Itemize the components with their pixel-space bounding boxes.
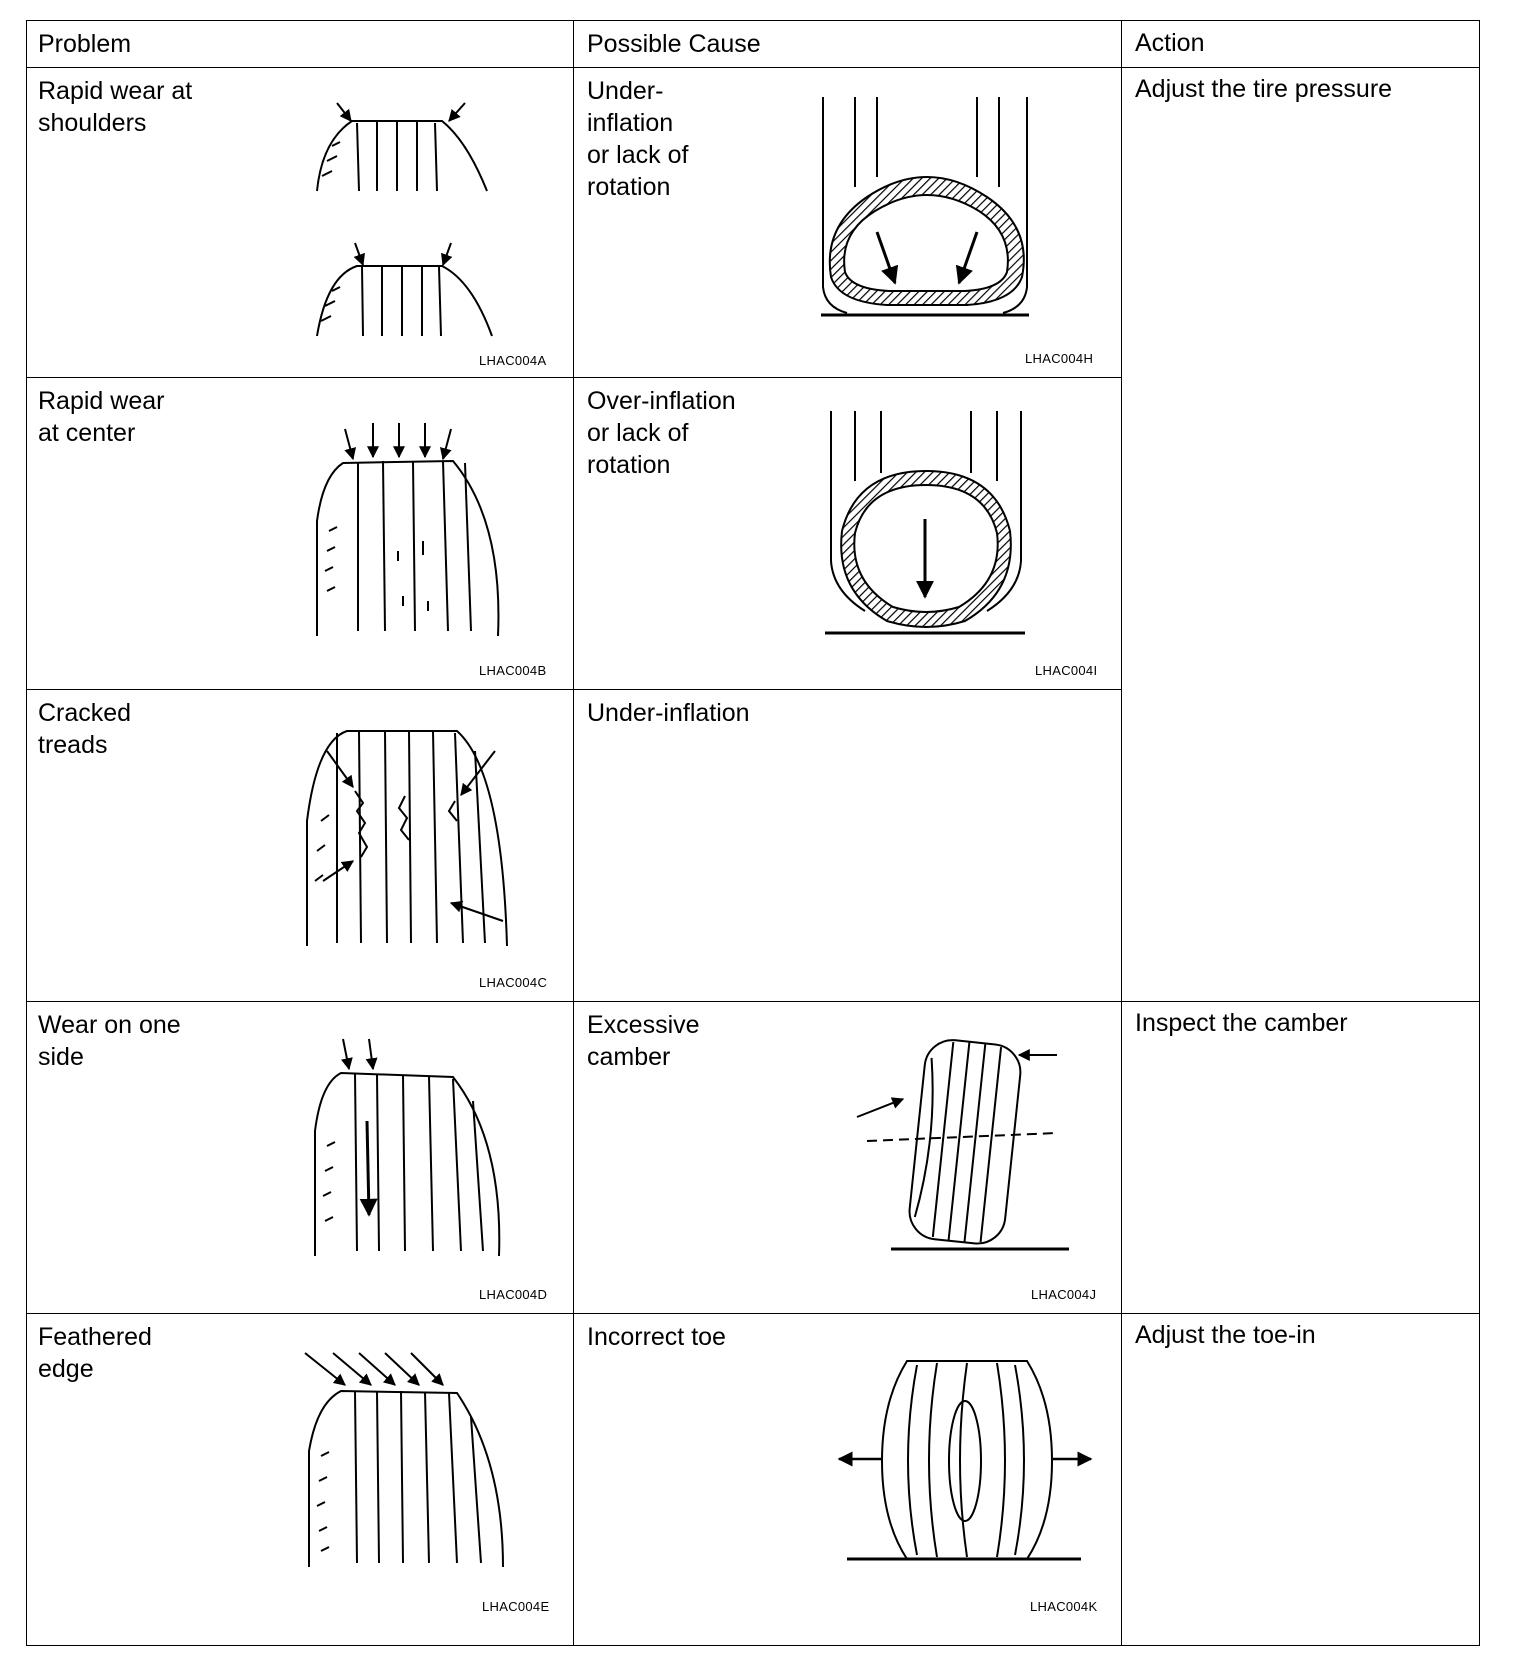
incorrect-toe-illustration xyxy=(837,1341,1097,1571)
header-divider xyxy=(27,67,1479,68)
column-divider xyxy=(1121,21,1122,1645)
tire-wear-table xyxy=(26,20,1480,1646)
problem-text: Feathered edge xyxy=(38,1323,152,1383)
figure-code: LHAC004K xyxy=(1030,1599,1098,1614)
cracked-treads-illustration xyxy=(297,711,537,951)
figure-code: LHAC004H xyxy=(1025,351,1094,366)
problem-text: Rapid wear at shoulders xyxy=(38,77,193,137)
underinflation-cross-section xyxy=(817,87,1047,319)
column-divider xyxy=(573,21,574,1645)
row-divider xyxy=(27,689,1121,690)
excessive-camber-illustration xyxy=(847,1021,1087,1261)
figure-code: LHAC004C xyxy=(479,975,548,990)
shoulder-wear-illustration xyxy=(297,81,527,351)
cause-text: Under-inflation xyxy=(587,699,750,727)
figure-code: LHAC004B xyxy=(479,663,547,678)
header-action: Action xyxy=(1135,29,1205,57)
figure-code: LHAC004D xyxy=(479,1287,548,1302)
row-divider xyxy=(27,1313,1479,1314)
header-possible-cause: Possible Cause xyxy=(587,30,761,58)
overinflation-cross-section xyxy=(825,401,1045,651)
problem-text: Wear on one side xyxy=(38,1011,181,1071)
cause-text: Incorrect toe xyxy=(587,1323,726,1351)
problem-text: Cracked treads xyxy=(38,699,132,759)
action-text: Adjust the toe-in xyxy=(1135,1321,1316,1349)
row-divider xyxy=(27,377,1121,378)
figure-code: LHAC004E xyxy=(482,1599,550,1614)
figure-code: LHAC004I xyxy=(1035,663,1098,678)
row-divider xyxy=(27,1001,1479,1002)
figure-code: LHAC004J xyxy=(1031,1287,1097,1302)
header-problem: Problem xyxy=(38,30,132,58)
cause-text: Over-inflation or lack of rotation xyxy=(587,387,736,479)
feathered-edge-illustration xyxy=(297,1331,537,1571)
problem-text: Rapid wear at center xyxy=(38,387,165,447)
action-text: Inspect the camber xyxy=(1135,1009,1348,1037)
center-wear-illustration xyxy=(303,401,533,641)
cause-text: Under- inflation or lack of rotation xyxy=(587,77,689,201)
cause-text: Excessive camber xyxy=(587,1011,700,1071)
one-side-wear-illustration xyxy=(303,1021,533,1261)
figure-code: LHAC004A xyxy=(479,353,547,368)
action-text: Adjust the tire pressure xyxy=(1135,75,1393,103)
